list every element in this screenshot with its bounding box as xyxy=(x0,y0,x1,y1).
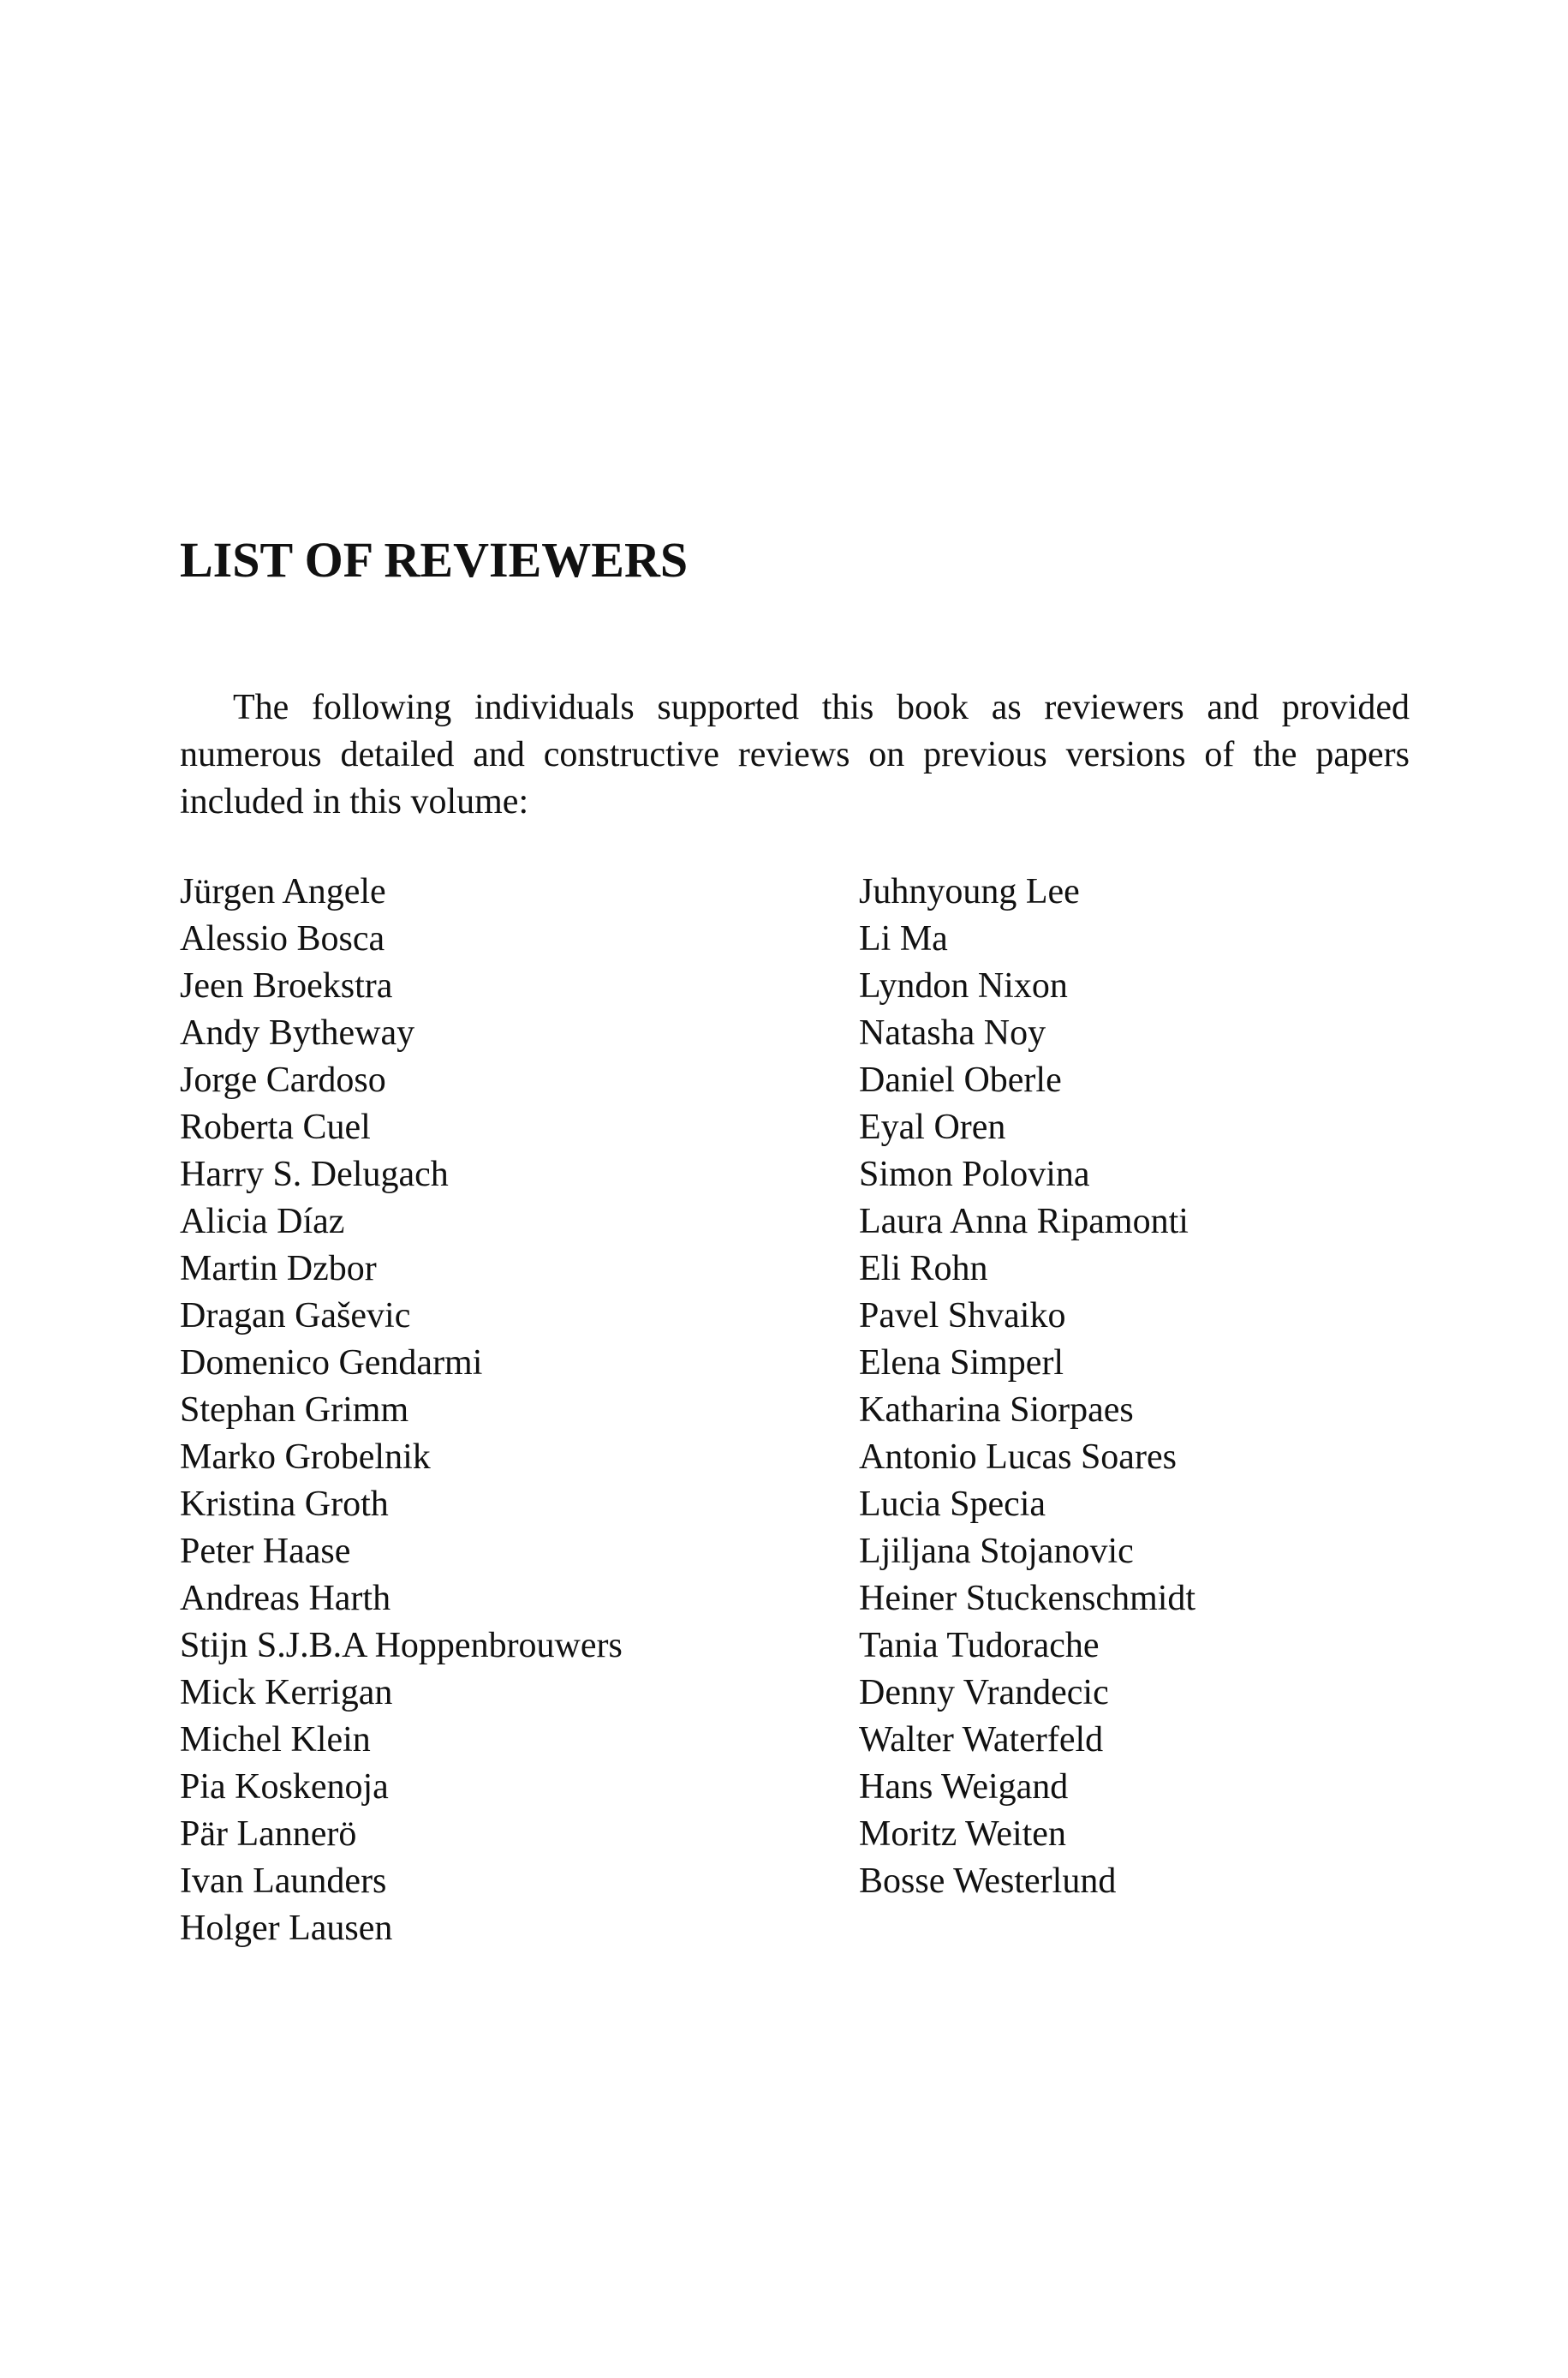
reviewer-name: Pär Lannerö xyxy=(180,1814,357,1854)
reviewer-name: Eli Rohn xyxy=(859,1249,988,1288)
reviewer-name: Michel Klein xyxy=(180,1720,371,1760)
reviewer-name: Dragan Gaševic xyxy=(180,1296,411,1335)
reviewer-name: Ivan Launders xyxy=(180,1861,387,1901)
reviewer-name: Juhnyoung Lee xyxy=(859,872,1080,911)
reviewer-name: Heiner Stuckenschmidt xyxy=(859,1579,1196,1618)
reviewer-name: Mick Kerrigan xyxy=(180,1673,393,1712)
reviewer-name: Stephan Grimm xyxy=(180,1390,409,1430)
intro-paragraph: The following individuals supported this book as reviewers and provided numerous detailed and constructive reviews on previous versions of the papers included in this volume: xyxy=(180,688,1410,822)
reviewer-name: Jorge Cardoso xyxy=(180,1061,386,1100)
reviewer-list-left xyxy=(180,869,623,1952)
reviewer-name: Roberta Cuel xyxy=(180,1108,371,1147)
reviewer-name: Natasha Noy xyxy=(859,1013,1046,1053)
reviewer-name: Jürgen Angele xyxy=(180,872,386,911)
reviewer-name: Alessio Bosca xyxy=(180,919,385,959)
reviewer-list-right xyxy=(859,869,1195,1905)
reviewer-name: Andreas Harth xyxy=(180,1579,391,1618)
reviewer-name: Alicia Díaz xyxy=(180,1202,345,1241)
reviewer-name: Denny Vrandecic xyxy=(859,1673,1109,1712)
reviewer-name: Jeen Broekstra xyxy=(180,966,393,1006)
reviewer-name: Kristina Groth xyxy=(180,1485,389,1524)
reviewer-name: Pavel Shvaiko xyxy=(859,1296,1066,1335)
reviewer-name: Domenico Gendarmi xyxy=(180,1343,483,1383)
reviewer-name: Bosse Westerlund xyxy=(859,1861,1117,1901)
reviewer-name: Hans Weigand xyxy=(859,1767,1069,1807)
page-title: LIST OF REVIEWERS xyxy=(180,532,689,588)
reviewer-name: Daniel Oberle xyxy=(859,1061,1062,1100)
reviewer-name: Marko Grobelnik xyxy=(180,1437,431,1477)
reviewer-name: Elena Simperl xyxy=(859,1343,1064,1383)
reviewer-name: Harry S. Delugach xyxy=(180,1155,449,1194)
reviewer-name: Walter Waterfeld xyxy=(859,1720,1104,1760)
reviewer-name: Stijn S.J.B.A Hoppenbrouwers xyxy=(180,1626,623,1665)
reviewer-name: Antonio Lucas Soares xyxy=(859,1437,1177,1477)
reviewer-name: Lucia Specia xyxy=(859,1485,1046,1524)
reviewer-name: Moritz Weiten xyxy=(859,1814,1066,1854)
reviewer-name: Tania Tudorache xyxy=(859,1626,1100,1665)
reviewer-name: Li Ma xyxy=(859,919,948,959)
reviewer-name: Peter Haase xyxy=(180,1532,351,1571)
reviewer-name: Martin Dzbor xyxy=(180,1249,377,1288)
reviewer-name: Eyal Oren xyxy=(859,1108,1006,1147)
reviewer-name: Lyndon Nixon xyxy=(859,966,1068,1006)
reviewer-name: Andy Bytheway xyxy=(180,1013,415,1053)
reviewer-name: Ljiljana Stojanovic xyxy=(859,1532,1134,1571)
reviewer-name: Laura Anna Ripamonti xyxy=(859,1202,1189,1241)
reviewer-name: Pia Koskenoja xyxy=(180,1767,389,1807)
reviewer-name: Simon Polovina xyxy=(859,1155,1090,1194)
reviewer-name: Katharina Siorpaes xyxy=(859,1390,1134,1430)
reviewer-name: Holger Lausen xyxy=(180,1909,393,1948)
